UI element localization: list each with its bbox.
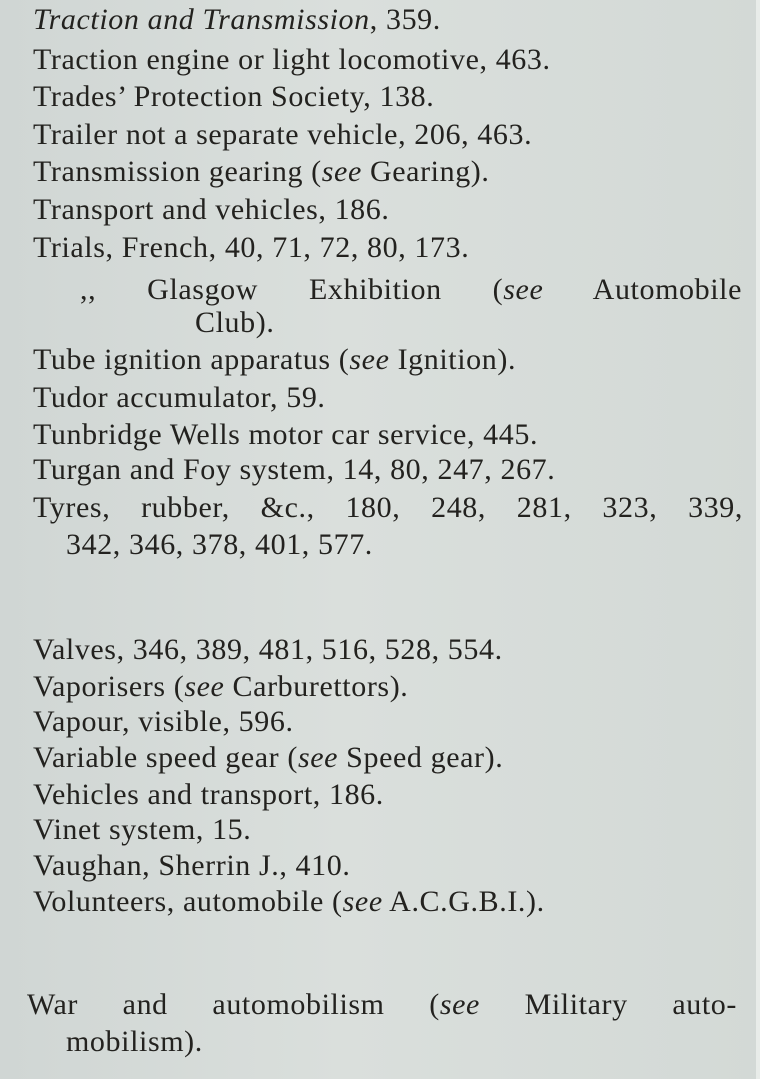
index-entry-line: [33, 704, 294, 740]
entry-text: 342, 346, 378, 401, 577.: [66, 528, 373, 561]
index-entry-line: [33, 490, 743, 526]
index-entry-line: [27, 987, 737, 1023]
entry-text: mobilism).: [66, 1025, 203, 1058]
page-edge: [756, 0, 760, 1079]
index-entry-line: [33, 740, 503, 776]
italic-text: see: [321, 155, 362, 188]
index-entry-line: [33, 632, 503, 668]
italic-text: see: [184, 670, 225, 703]
entry-text: War and automobilism (: [27, 988, 440, 1021]
entry-text: Trials, French, 40, 71, 72, 80, 173.: [33, 231, 470, 264]
index-entry-line: [33, 79, 434, 115]
italic-text: see: [503, 273, 544, 306]
index-entry-line: [33, 812, 251, 848]
italic-text: see: [342, 885, 383, 918]
entry-text: Automobile: [543, 273, 742, 306]
index-entry-line: [33, 848, 350, 884]
index-entry-line: [33, 777, 384, 813]
index-entry-line: [33, 452, 555, 488]
entry-text: Trades’ Protection Society, 138.: [33, 80, 435, 113]
index-entry-line: [33, 380, 326, 416]
entry-text: A.C.G.B.I.).: [382, 885, 545, 918]
italic-text: see: [439, 988, 480, 1021]
italic-text: see: [349, 343, 390, 376]
index-entry-line: [195, 305, 274, 341]
entry-text: Vapour, visible, 596.: [33, 705, 294, 738]
entry-text: Vaughan, Sherrin J., 410.: [33, 849, 351, 882]
index-entry-line: [66, 527, 373, 563]
index-entry-line: [33, 342, 516, 378]
entry-text: Trailer not a separate vehicle, 206, 463.: [33, 118, 533, 151]
index-entry-line: [33, 230, 469, 266]
entry-text: Traction engine or light locomotive, 463.: [33, 43, 551, 76]
index-entry-line: [33, 42, 551, 78]
entry-text: Transmission gearing (: [33, 155, 322, 188]
entry-text: Variable speed gear (: [33, 741, 298, 774]
entry-text: Military auto-: [479, 988, 737, 1021]
index-entry-line: [33, 884, 545, 920]
entry-text: Vinet system, 15.: [33, 813, 252, 846]
entry-text: Tyres, rubber, &c., 180, 248, 281, 323, 339,: [33, 491, 743, 524]
entry-text: ,, Glasgow Exhibition (: [80, 273, 504, 306]
entry-text: Turgan and Foy system, 14, 80, 247, 267.: [33, 453, 556, 486]
index-entry-line: [33, 154, 490, 190]
entry-text: , 359.: [369, 3, 441, 36]
entry-text: Carburettors).: [224, 670, 409, 703]
italic-text: see: [297, 741, 339, 774]
italic-text: Traction and Transmission: [33, 3, 370, 36]
index-entry-line: [80, 272, 742, 308]
entry-text: Tudor accumulator, 59.: [33, 381, 326, 414]
entry-text: Tunbridge Wells motor car service, 445.: [33, 418, 539, 451]
entry-text: Vaporisers (: [33, 670, 185, 703]
index-entry-line: [33, 192, 389, 228]
index-entry-line: [66, 1024, 203, 1060]
entry-text: Vehicles and transport, 186.: [33, 778, 384, 811]
entry-text: Tube ignition apparatus (: [33, 343, 350, 376]
entry-text: Gearing).: [361, 155, 490, 188]
entry-text: Speed gear).: [338, 741, 504, 774]
entry-text: Ignition).: [389, 343, 517, 376]
entry-text: Volunteers, automobile (: [33, 885, 343, 918]
index-entry-line: [33, 417, 538, 453]
entry-text: Transport and vehicles, 186.: [33, 193, 390, 226]
index-entry-line: [33, 2, 441, 38]
index-entry-line: [33, 669, 408, 705]
index-entry-line: [33, 117, 532, 153]
entry-text: Club).: [195, 306, 275, 339]
entry-text: Valves, 346, 389, 481, 516, 528, 554.: [33, 633, 503, 666]
